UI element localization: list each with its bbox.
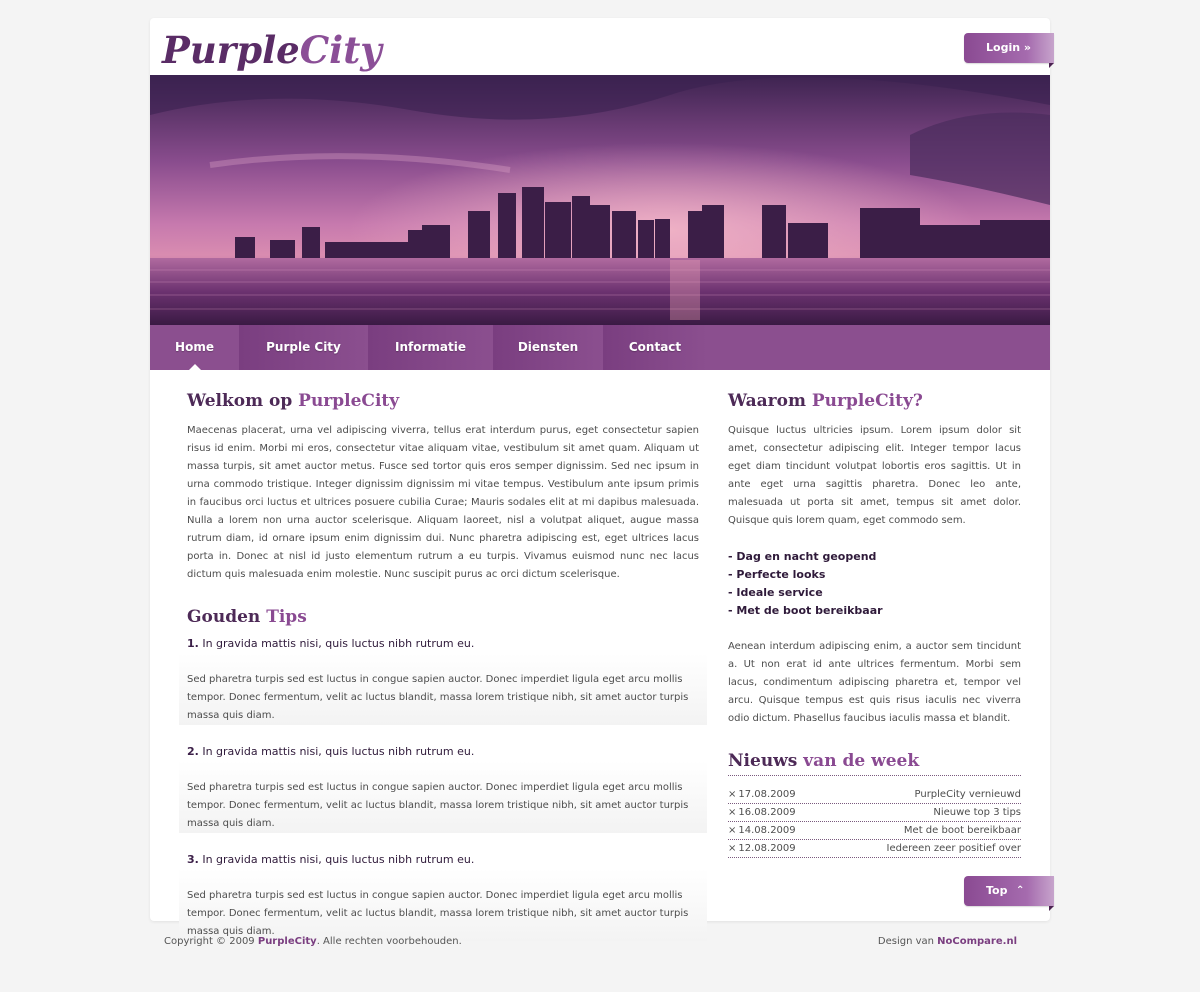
news-row[interactable] [728, 840, 1021, 858]
tip-item [187, 743, 699, 833]
double-chevron-up-icon: ⌃ [1016, 885, 1025, 896]
why-heading-b: PurpleCity? [811, 391, 923, 411]
top-fold [1049, 906, 1054, 911]
tip-heading [187, 635, 699, 653]
bullet-x-icon: × [728, 807, 737, 818]
news-date-text: 16.08.2009 [738, 807, 796, 818]
news-row[interactable] [728, 822, 1021, 840]
tip-item [187, 635, 699, 725]
feature-item: - Met de boot bereikbaar [728, 604, 883, 617]
nav-item-contact[interactable] [603, 325, 707, 370]
nav-item-informatie[interactable] [368, 325, 493, 370]
news-date [728, 804, 796, 821]
tip-body: Sed pharetra turpis sed est luctus in congue sapien auctor. Donec imperdiet ligula eget arcu mollis tempor. Donec fermentum, velit ac luctus blandit, massa lorem tristique nibh, sit amet auctor turpis massa quis diam. [179, 653, 707, 725]
bullet-x-icon: × [728, 789, 737, 800]
nav-item-home[interactable] [150, 325, 239, 370]
tip-heading [187, 743, 699, 761]
feature-item: - Dag en nacht geopend [728, 550, 877, 563]
tip-body: Sed pharetra turpis sed est luctus in congue sapien auctor. Donec imperdiet ligula eget arcu mollis tempor. Donec fermentum, velit ac luctus blandit, massa lorem tristique nibh, sit amet auctor turpis massa quis diam. [179, 761, 707, 833]
logo[interactable] [162, 28, 382, 72]
nav-label-home: Home [175, 340, 214, 354]
sidebar [728, 390, 1021, 858]
hero-banner-image [150, 75, 1050, 325]
main-content [187, 390, 699, 941]
tip-heading [187, 851, 699, 869]
footer-design-credit [878, 936, 1017, 947]
feature-list [728, 548, 1021, 620]
back-to-top-button[interactable] [964, 876, 1054, 906]
news-heading [728, 750, 1021, 776]
news-date [728, 840, 796, 857]
news-date [728, 786, 796, 803]
nav-label-contact: Contact [628, 340, 682, 354]
nav-item-purple-city[interactable] [239, 325, 368, 370]
feature-item: - Ideale service [728, 586, 823, 599]
tip-body: Sed pharetra turpis sed est luctus in congue sapien auctor. Donec imperdiet ligula eget arcu mollis tempor. Donec fermentum, velit ac luctus blandit, massa lorem tristique nibh, sit amet auctor turpis massa quis diam. [179, 869, 707, 941]
logo-part-city: City [299, 28, 382, 72]
news-list [728, 786, 1021, 858]
design-credit-link[interactable]: NoCompare.nl [937, 936, 1017, 947]
news-text: Iedereen zeer positief over [886, 843, 1021, 854]
tips-heading [187, 606, 699, 628]
news-date-text: 14.08.2009 [738, 825, 796, 836]
news-text: Nieuwe top 3 tips [933, 807, 1021, 818]
welcome-heading-b: PurpleCity [298, 391, 400, 411]
page-container [150, 18, 1050, 937]
why-heading [728, 390, 1021, 412]
news-date [728, 822, 796, 839]
tip-heading-text: In gravida mattis nisi, quis luctus nibh rutrum eu. [202, 745, 475, 758]
news-date-text: 17.08.2009 [738, 789, 796, 800]
news-date-text: 12.08.2009 [738, 843, 796, 854]
top-label: Top [986, 884, 1008, 897]
tip-heading-text: In gravida mattis nisi, quis luctus nibh rutrum eu. [202, 853, 475, 866]
tip-item [187, 851, 699, 941]
nav-label-purple-city: Purple City [266, 340, 341, 354]
active-caret-icon [189, 364, 201, 370]
copyright-text-a: Copyright © 2009 [164, 936, 258, 947]
logo-part-purple: Purple [162, 28, 300, 72]
welcome-heading [187, 390, 699, 412]
login-label: Login » [986, 41, 1031, 54]
nav-item-diensten[interactable] [493, 325, 603, 370]
tips-heading-b: Tips [266, 607, 307, 627]
login-button[interactable] [964, 33, 1054, 63]
news-heading-a: Nieuws [728, 751, 804, 771]
footer-copyright [164, 936, 462, 947]
tip-number: 3. [187, 853, 199, 866]
news-row[interactable] [728, 786, 1021, 804]
why-heading-a: Waarom [728, 391, 812, 411]
tips-heading-a: Gouden [187, 607, 267, 627]
main-navigation [150, 325, 1050, 370]
tip-number: 2. [187, 745, 199, 758]
news-text: PurpleCity vernieuwd [914, 789, 1021, 800]
copyright-text-b: . Alle rechten voorbehouden. [316, 936, 462, 947]
bullet-x-icon: × [728, 843, 737, 854]
copyright-brand-link[interactable]: PurpleCity [257, 936, 317, 947]
why-intro: Quisque luctus ultricies ipsum. Lorem ipsum dolor sit amet, consectetur adipiscing elit. Integer tempor lacus eget diam tincidunt volutpat lobortis eros sagittis. Ut in ante eget urna sagittis pharetra. Donec leo ante, malesuada ut porta sit amet, tempus sit amet dolor. Quisque quis lorem quam, eget commodo sem. [728, 425, 1021, 526]
news-heading-b: van de week [803, 751, 920, 771]
news-row[interactable] [728, 804, 1021, 822]
nav-label-diensten: Diensten [517, 340, 579, 354]
tip-heading-text: In gravida mattis nisi, quis luctus nibh rutrum eu. [202, 637, 475, 650]
welcome-heading-a: Welkom op [187, 391, 299, 411]
design-text: Design van [877, 936, 938, 947]
news-text: Met de boot bereikbaar [903, 825, 1021, 836]
nav-label-informatie: Informatie [395, 340, 466, 354]
city-skyline-illustration [150, 75, 1050, 325]
login-fold [1049, 63, 1054, 68]
tip-number: 1. [187, 637, 199, 650]
tips-list [187, 635, 699, 941]
feature-item: - Perfecte looks [728, 568, 826, 581]
welcome-paragraph: Maecenas placerat, urna vel adipiscing viverra, tellus erat interdum purus, eget consectetur sapien risus id enim. Morbi mi eros, consectetur vitae aliquam vitae, vestibulum sit amet quam. Aliquam ut massa turpis, sit amet auctor metus. Fusce sed tortor quis eros semper dignissim. Sed nec ipsum in urna commodo tristique. Integer dignissim dignissim mi vitae tempus. Vestibulum ante ipsum primis in faucibus orci luctus et ultrices posuere cubilia Curae; Mauris sodales elit at mi dapibus malesuada. Nulla a lorem non urna auctor scelerisque. Aliquam laoreet, nisl a volutpat aliquet, augue massa rutrum diam, id ornare ipsum enim dignissim dui. Nunc pharetra adipiscing est, eget ultrices lacus porta in. Donec at nisl id justo elementum rutrum a eu turpis. Vivamus euismod nunc nec lacus dictum quis malesuada enim molestie. Nunc suscipit purus ac orci dictum scelerisque. [187, 425, 699, 580]
why-outro: Aenean interdum adipiscing enim, a auctor sem tincidunt a. Ut non erat id ante ultrices fermentum. Morbi sem lacus, condimentum adipiscing pharetra et, tempor vel arcu. Quisque tempus est quis risus iaculis nec viverra odio dictum. Phasellus faucibus iaculis massa et blandit. [728, 641, 1021, 724]
bullet-x-icon: × [728, 825, 737, 836]
